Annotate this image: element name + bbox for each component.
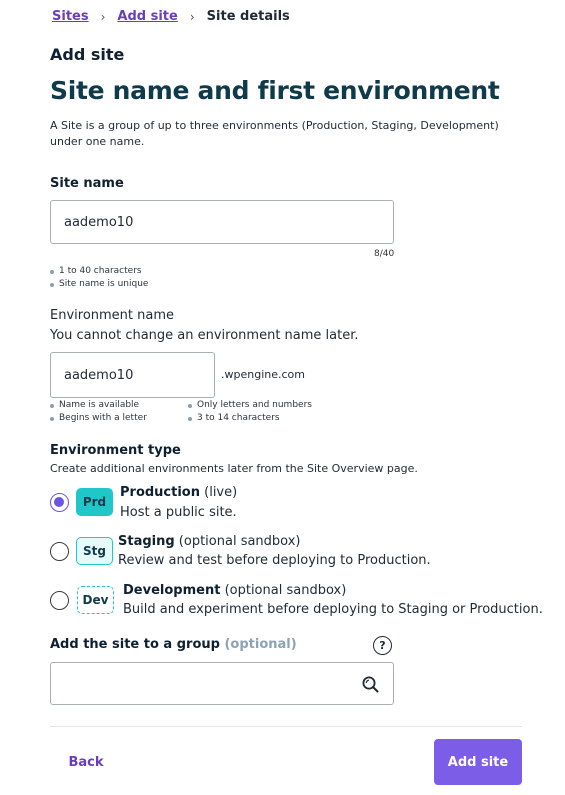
back-button[interactable]: Back — [68, 754, 104, 770]
rule-item — [50, 278, 148, 291]
domain-suffix: .wpengine.com — [221, 368, 305, 381]
staging-description: Review and test before deploying to Production. — [118, 553, 431, 568]
breadcrumb — [52, 9, 290, 24]
chevron-right-icon: › — [189, 9, 195, 24]
group-label-text: Add the site to a group — [50, 637, 220, 652]
radio-production[interactable] — [50, 493, 69, 512]
environment-name-value: aademo10 — [64, 367, 134, 383]
environment-type-subtitle: Create additional environments later from the Site Overview page. — [50, 462, 418, 475]
radio-staging[interactable] — [50, 542, 69, 561]
site-name-value: aademo10 — [64, 214, 134, 230]
radio-development[interactable] — [50, 591, 69, 610]
rule-text: Only letters and numbers — [197, 400, 312, 410]
production-badge: Prd — [76, 488, 113, 516]
bullet-dot-icon — [50, 283, 54, 287]
development-name: Development — [123, 583, 221, 598]
bullet-dot-icon — [50, 270, 54, 274]
breadcrumb-link-sites[interactable]: Sites — [52, 9, 89, 24]
rule-item — [188, 399, 312, 412]
footer-divider — [50, 726, 522, 727]
rule-text: Begins with a letter — [59, 413, 147, 423]
chevron-right-icon: › — [100, 9, 106, 24]
production-qualifier: (live) — [200, 485, 238, 500]
development-badge: Dev — [77, 586, 114, 614]
development-description: Build and experiment before deploying to Staging or Production. — [123, 602, 543, 617]
search-icon[interactable] — [361, 675, 379, 693]
bullet-dot-icon — [188, 417, 192, 421]
breadcrumb-current: Site details — [206, 9, 290, 24]
staging-option-label[interactable] — [118, 534, 301, 549]
production-description: Host a public site. — [120, 505, 237, 520]
environment-type-title: Environment type — [50, 443, 181, 458]
rule-item — [50, 399, 147, 412]
group-search-input[interactable] — [50, 662, 394, 705]
site-name-input[interactable] — [50, 200, 394, 244]
production-option-label[interactable] — [120, 485, 237, 500]
site-name-label: Site name — [50, 176, 124, 191]
bullet-dot-icon — [50, 417, 54, 421]
environment-name-rules-right — [188, 399, 312, 425]
staging-qualifier: (optional sandbox) — [174, 534, 301, 549]
development-option-label[interactable] — [123, 583, 346, 598]
rule-text: Site name is unique — [59, 279, 149, 289]
site-name-rules — [50, 265, 148, 291]
rule-item — [50, 265, 148, 278]
bullet-dot-icon — [50, 404, 54, 408]
rule-text: 3 to 14 characters — [197, 413, 280, 423]
help-icon[interactable]: ? — [373, 636, 392, 655]
production-name: Production — [120, 485, 200, 500]
rule-item — [50, 412, 147, 425]
page-eyebrow: Add site — [50, 45, 125, 64]
page-title: Site name and first environment — [50, 76, 500, 105]
staging-badge: Stg — [76, 537, 113, 565]
staging-name: Staging — [118, 534, 175, 549]
environment-name-input[interactable] — [50, 352, 215, 398]
rule-text: Name is available — [59, 400, 140, 410]
add-site-button[interactable]: Add site — [434, 739, 522, 785]
breadcrumb-link-add-site[interactable]: Add site — [117, 9, 178, 24]
environment-name-label: Environment name — [50, 308, 175, 323]
site-name-counter: 8/40 — [374, 249, 395, 259]
development-qualifier: (optional sandbox) — [220, 583, 347, 598]
rule-item — [188, 412, 312, 425]
bullet-dot-icon — [188, 404, 192, 408]
page-intro: A Site is a group of up to three environments (Production, Staging, Development) under one name. — [50, 119, 499, 148]
environment-name-rules-left — [50, 399, 147, 425]
rule-text: 1 to 40 characters — [59, 266, 142, 276]
group-optional-tag: (optional) — [224, 637, 297, 652]
group-label — [50, 637, 297, 652]
environment-name-hint: You cannot change an environment name later. — [50, 328, 359, 343]
